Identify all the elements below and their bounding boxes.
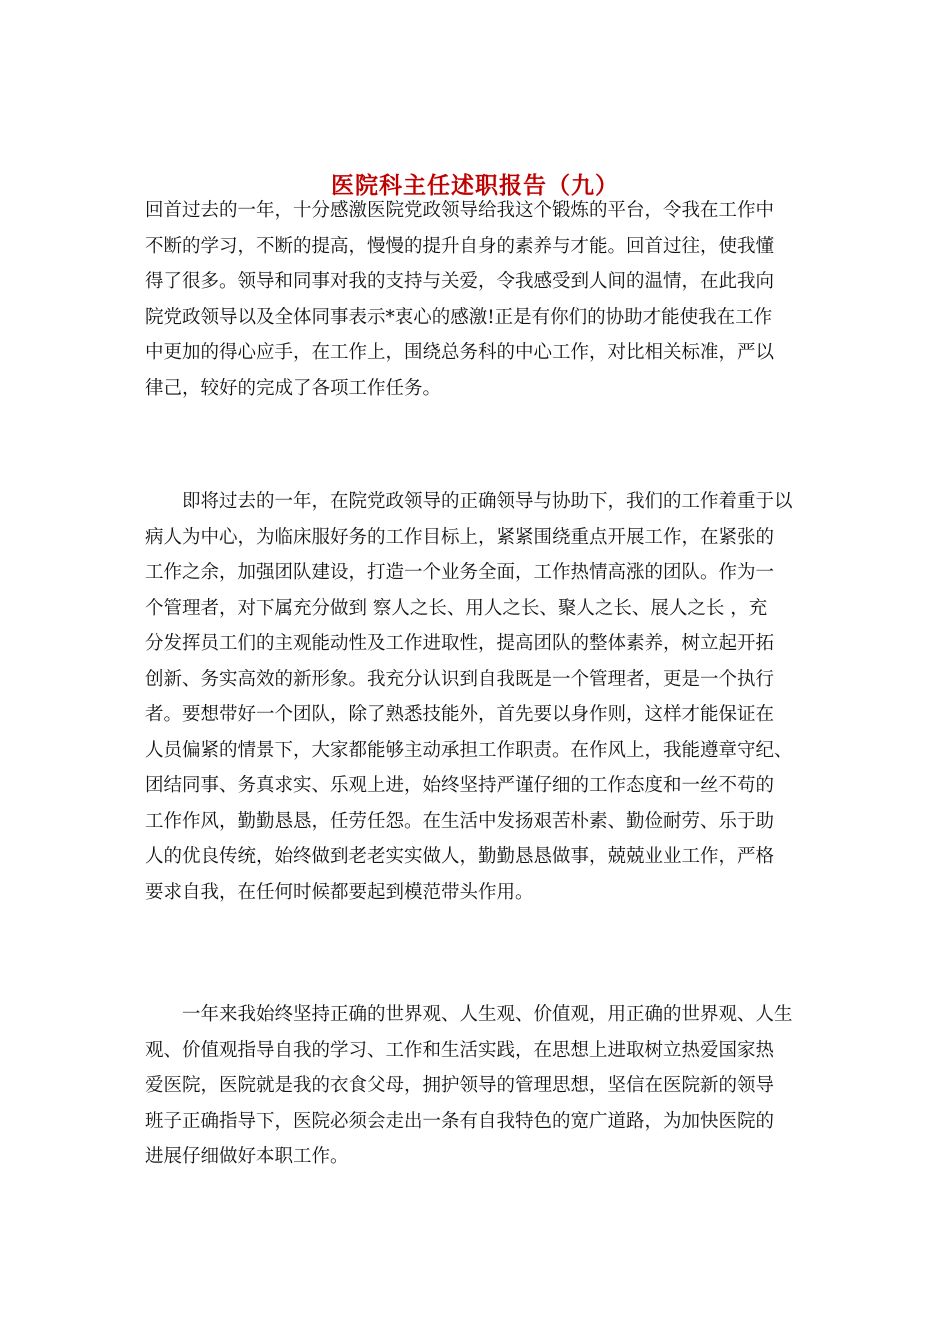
- paragraph-line: 观、价值观指导自我的学习、工作和生活实践，在思想上进取树立热爱国家热: [145, 1039, 775, 1061]
- paragraph-line: 进展仔细做好本职工作。: [145, 1146, 349, 1167]
- paragraph-line: 律己，较好的完成了各项工作任务。: [145, 377, 442, 399]
- paragraph-line: 分发挥员工们的主观能动性及工作进取性，提高团队的整体素养，树立起开拓: [145, 633, 775, 654]
- paragraph-line: 工作作风，勤勤恳恳，任劳任怨。在生活中发扬艰苦朴素、勤俭耐劳、乐于助: [145, 810, 775, 832]
- document-title: 医院科主任述职报告（九）: [331, 172, 619, 200]
- paragraph-line: 不断的学习，不断的提高，慢慢的提升自身的素养与才能。回首过往，使我懂: [145, 235, 775, 257]
- paragraph-2: [145, 484, 807, 910]
- paragraph-3: [145, 997, 807, 1175]
- paragraph-line: 即将过去的一年，在院党政领导的正确领导与协助下，我们的工作着重于以: [145, 491, 793, 512]
- paragraph-line: 爱医院，医院就是我的衣食父母，拥护领导的管理思想，坚信在医院新的领导: [145, 1075, 775, 1096]
- paragraph-line: 者。要想带好一个团队，除了熟悉技能外，首先要以身作则，这样才能保证在: [145, 704, 775, 725]
- paragraph-line: 病人为中心，为临床服好务的工作目标上，紧紧围绕重点开展工作，在紧张的: [145, 526, 775, 548]
- paragraph-line: 人的优良传统，始终做到老老实实做人，勤勤恳恳做事，兢兢业业工作，严格: [145, 846, 775, 867]
- paragraph-line: 回首过去的一年，十分感激医院党政领导给我这个锻炼的平台，令我在工作中: [145, 200, 775, 221]
- paragraph-line: 中更加的得心应手，在工作上，围绕总务科的中心工作，对比相关标准，严以: [145, 342, 775, 363]
- paragraph-line: 班子正确指导下，医院必须会走出一条有自我特色的宽广道路，为加快医院的: [145, 1110, 775, 1132]
- paragraph-line: 创新、务实高效的新形象。我充分认识到自我既是一个管理者，更是一个执行: [145, 668, 775, 690]
- paragraph-line: 团结同事、务真求实、乐观上进，始终坚持严谨仔细的工作态度和一丝不苟的: [145, 775, 775, 796]
- paragraph-line: 人员偏紧的情景下，大家都能够主动承担工作职责。在作风上，我能遵章守纪、: [145, 739, 793, 761]
- paragraph-line: 个管理者，对下属充分做到 察人之长、用人之长、聚人之长、展人之长 ，充: [145, 597, 768, 619]
- paragraph-line: 工作之余，加强团队建设，打造一个业务全面，工作热情高涨的团队。作为一: [145, 562, 775, 583]
- paragraph-line: 院党政领导以及全体同事表示*衷心的感激!正是有你们的协助才能使我在工作: [145, 306, 773, 328]
- paragraph-line: 一年来我始终坚持正确的世界观、人生观、价值观，用正确的世界观、人生: [145, 1004, 793, 1025]
- paragraph-1: [145, 193, 807, 406]
- paragraph-line: 要求自我，在任何时候都要起到模范带头作用。: [145, 881, 534, 903]
- paragraph-line: 得了很多。领导和同事对我的支持与关爱，令我感受到人间的温情，在此我向: [145, 271, 775, 292]
